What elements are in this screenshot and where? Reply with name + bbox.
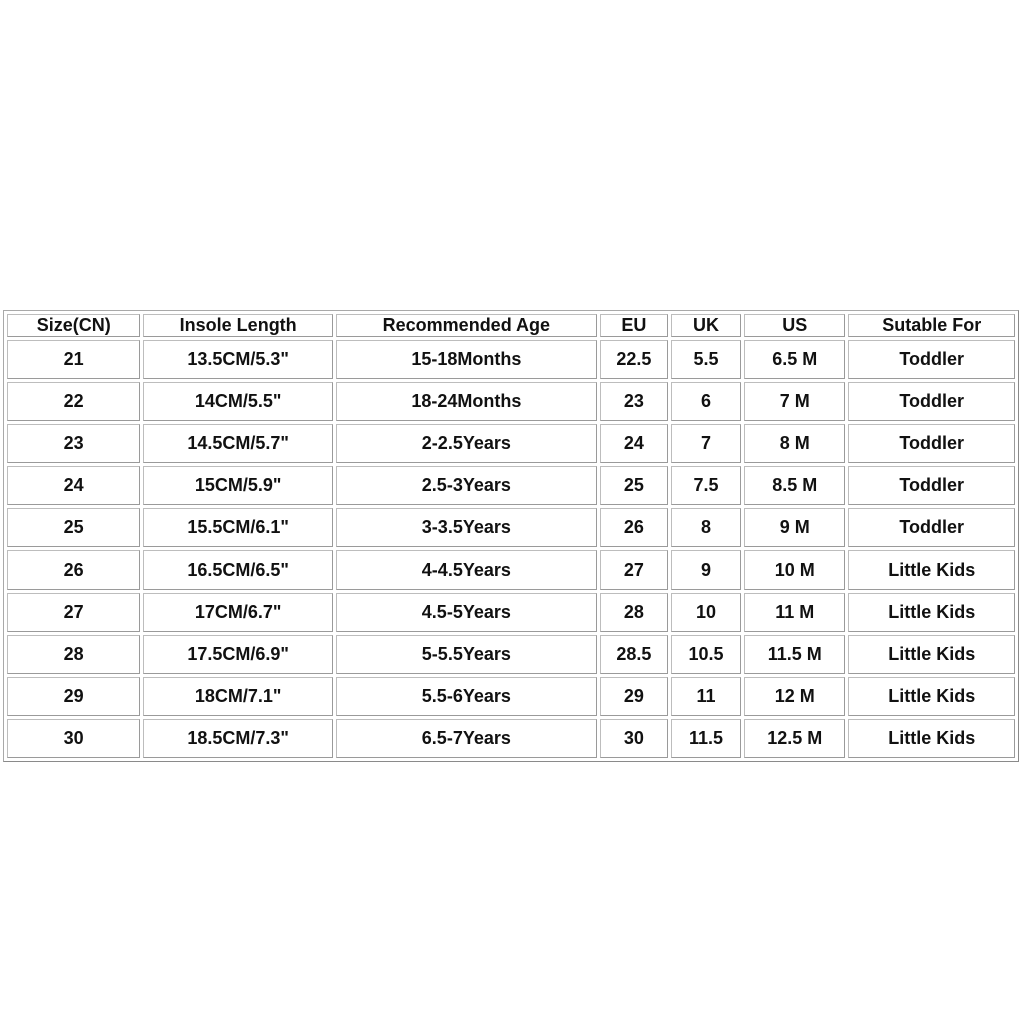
cell-uk: 10.5 <box>671 635 741 674</box>
cell-us: 8.5 M <box>744 466 845 505</box>
header-eu: EU <box>600 314 668 337</box>
cell-insole-length: 13.5CM/5.3" <box>143 340 333 379</box>
cell-eu: 23 <box>600 382 668 421</box>
cell-recommended-age: 18-24Months <box>336 382 597 421</box>
cell-eu: 30 <box>600 719 668 758</box>
cell-us: 9 M <box>744 508 845 547</box>
cell-insole-length: 14.5CM/5.7" <box>143 424 333 463</box>
cell-eu: 28 <box>600 593 668 632</box>
cell-suitable-for: Little Kids <box>848 550 1015 589</box>
table-row <box>7 719 1015 758</box>
cell-recommended-age: 3-3.5Years <box>336 508 597 547</box>
cell-uk: 7 <box>671 424 741 463</box>
cell-uk: 10 <box>671 593 741 632</box>
cell-suitable-for: Toddler <box>848 382 1015 421</box>
cell-insole-length: 18CM/7.1" <box>143 677 333 716</box>
size-chart <box>3 310 1019 762</box>
table-row <box>7 382 1015 421</box>
cell-recommended-age: 15-18Months <box>336 340 597 379</box>
header-insole-length: Insole Length <box>143 314 333 337</box>
cell-suitable-for: Toddler <box>848 424 1015 463</box>
cell-us: 12.5 M <box>744 719 845 758</box>
cell-suitable-for: Toddler <box>848 466 1015 505</box>
table-row <box>7 508 1015 547</box>
cell-eu: 28.5 <box>600 635 668 674</box>
cell-eu: 22.5 <box>600 340 668 379</box>
header-recommended-age: Recommended Age <box>336 314 597 337</box>
cell-uk: 7.5 <box>671 466 741 505</box>
cell-uk: 11 <box>671 677 741 716</box>
cell-suitable-for: Little Kids <box>848 593 1015 632</box>
cell-us: 6.5 M <box>744 340 845 379</box>
cell-insole-length: 14CM/5.5" <box>143 382 333 421</box>
header-suitable-for: Sutable For <box>848 314 1015 337</box>
cell-uk: 11.5 <box>671 719 741 758</box>
cell-uk: 5.5 <box>671 340 741 379</box>
cell-us: 12 M <box>744 677 845 716</box>
cell-us: 11.5 M <box>744 635 845 674</box>
header-row <box>7 314 1015 337</box>
cell-size-cn: 29 <box>7 677 140 716</box>
cell-size-cn: 30 <box>7 719 140 758</box>
cell-eu: 29 <box>600 677 668 716</box>
cell-insole-length: 17CM/6.7" <box>143 593 333 632</box>
cell-us: 8 M <box>744 424 845 463</box>
cell-uk: 9 <box>671 550 741 589</box>
table-row <box>7 424 1015 463</box>
header-us: US <box>744 314 845 337</box>
cell-insole-length: 16.5CM/6.5" <box>143 550 333 589</box>
cell-recommended-age: 2-2.5Years <box>336 424 597 463</box>
table-row <box>7 635 1015 674</box>
cell-insole-length: 18.5CM/7.3" <box>143 719 333 758</box>
cell-size-cn: 26 <box>7 550 140 589</box>
cell-suitable-for: Toddler <box>848 340 1015 379</box>
header-size-cn: Size(CN) <box>7 314 140 337</box>
cell-recommended-age: 6.5-7Years <box>336 719 597 758</box>
cell-us: 11 M <box>744 593 845 632</box>
cell-uk: 6 <box>671 382 741 421</box>
table-row <box>7 550 1015 589</box>
cell-us: 10 M <box>744 550 845 589</box>
cell-size-cn: 22 <box>7 382 140 421</box>
cell-suitable-for: Little Kids <box>848 719 1015 758</box>
table-row <box>7 466 1015 505</box>
cell-size-cn: 24 <box>7 466 140 505</box>
cell-size-cn: 27 <box>7 593 140 632</box>
cell-insole-length: 15CM/5.9" <box>143 466 333 505</box>
cell-size-cn: 23 <box>7 424 140 463</box>
table-row <box>7 593 1015 632</box>
cell-eu: 26 <box>600 508 668 547</box>
cell-suitable-for: Little Kids <box>848 635 1015 674</box>
size-chart-table <box>4 311 1018 761</box>
cell-eu: 25 <box>600 466 668 505</box>
cell-size-cn: 21 <box>7 340 140 379</box>
cell-suitable-for: Little Kids <box>848 677 1015 716</box>
cell-uk: 8 <box>671 508 741 547</box>
table-row <box>7 340 1015 379</box>
cell-eu: 24 <box>600 424 668 463</box>
cell-suitable-for: Toddler <box>848 508 1015 547</box>
table-row <box>7 677 1015 716</box>
cell-us: 7 M <box>744 382 845 421</box>
cell-size-cn: 25 <box>7 508 140 547</box>
cell-recommended-age: 2.5-3Years <box>336 466 597 505</box>
cell-recommended-age: 4-4.5Years <box>336 550 597 589</box>
cell-insole-length: 15.5CM/6.1" <box>143 508 333 547</box>
cell-size-cn: 28 <box>7 635 140 674</box>
cell-recommended-age: 4.5-5Years <box>336 593 597 632</box>
header-uk: UK <box>671 314 741 337</box>
cell-recommended-age: 5-5.5Years <box>336 635 597 674</box>
cell-eu: 27 <box>600 550 668 589</box>
cell-insole-length: 17.5CM/6.9" <box>143 635 333 674</box>
cell-recommended-age: 5.5-6Years <box>336 677 597 716</box>
